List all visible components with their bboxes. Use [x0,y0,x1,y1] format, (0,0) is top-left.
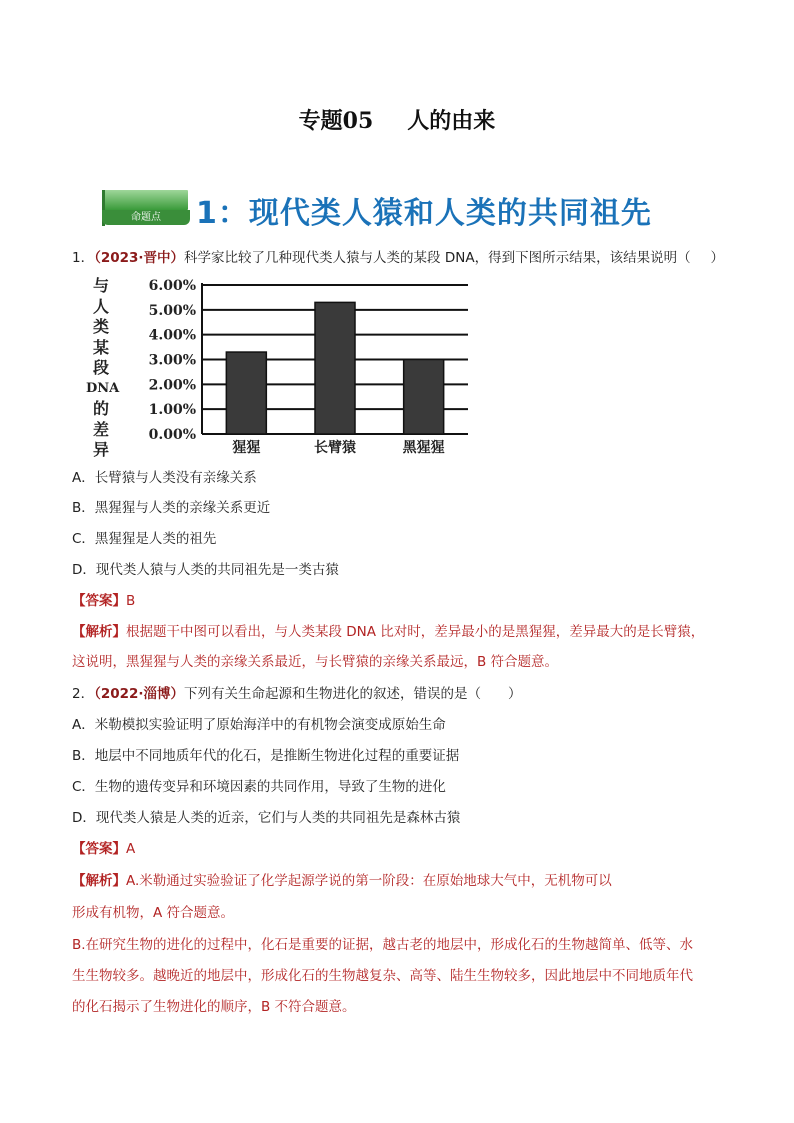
chart-ytick-label: 5.00% [148,302,196,319]
q1-option-c: C．黑猩猩是人类的祖先 [72,531,217,547]
chart-bar [226,352,266,434]
q2-option-c: C．生物的遗传变异和环境因素的共同作用，导致了生物的进化 [72,779,446,795]
chart-ytick-label: 2.00% [148,377,196,394]
explanation-text: A.米勒通过实验验证了化学起源学说的第一阶段：在原始地球大气中，无机物可以 [126,873,612,889]
chart-xtick-label: 猩猩 [232,440,261,456]
question-source: （2023·晋中） [94,250,185,266]
title-name: 人的由来 [407,108,496,134]
explanation-text: 这说明，黑猩猩与人类的亲缘关系最近，与长臂猿的亲缘关系最远，B 符合题意。 [72,654,559,670]
q1-option-a: A．长臂猿与人类没有亲缘关系 [72,470,257,486]
question-source: （2022·淄博） [94,686,185,702]
chart-ytick-label: 6.00% [148,278,196,294]
chart-ytick-label: 0.00% [148,427,196,443]
q1-answer [72,591,135,611]
badge-label: 命题点 [102,210,190,225]
chart-ylabel-char: 某 [92,337,109,357]
chart-ylabel-char: 类 [92,317,109,336]
explanation-tag: 【解析】 [72,873,126,889]
chart-ylabel-char: 与 [92,276,109,295]
chart-bar [315,302,355,434]
explanation-text: 形成有机物，A 符合题意。 [72,905,235,921]
answer-value: B [126,593,136,609]
question-text: 科学家比较了几种现代类人猿与人类的某段 DNA，得到下图所示结果，该结果说明（ [184,250,691,266]
title-topic: 专题05 [298,108,374,134]
page-title [0,104,794,135]
explanation-text: 的化石揭示了生物进化的顺序，B 不符合题意。 [72,999,356,1015]
dna-difference-chart [86,270,476,470]
chart-ytick-label: 1.00% [148,402,196,419]
chart-ylabel-char: 的 [92,399,109,418]
chart-ylabel-char: DNA [86,380,120,396]
chart-ytick-label: 3.00% [148,352,196,369]
explanation-text: 根据题干中图可以看出，与人类某段 DNA 比对时，差异最小的是黑猩猩，差异最大的是长臂猿， [126,624,705,640]
question-1-stem [72,248,724,268]
answer-value: A [126,841,136,857]
chart-svg [86,270,476,470]
question-text: 下列有关生命起源和生物进化的叙述，错误的是（ ） [184,686,522,702]
question-2-stem [72,684,522,704]
chart-ylabel [86,276,120,461]
q2-option-b: B．地层中不同地质年代的化石，是推断生物进化过程的重要证据 [72,748,460,764]
question-number: 2． [72,686,95,702]
explanation-text: 生生物较多。越晚近的地层中，形成化石的生物越复杂、高等、陆生生物较多，因此地层中不同地质年代 [72,968,693,984]
question-number: 1． [72,250,95,266]
q2-explanation-line-4 [72,966,693,986]
q2-option-a: A．米勒模拟实验证明了原始海洋中的有机物会演变成原始生命 [72,717,446,733]
chart-ytick-label: 4.00% [148,327,196,344]
q2-explanation-line-1 [72,871,612,891]
q1-option-b: B．黑猩猩与人类的亲缘关系更近 [72,500,271,516]
explanation-tag: 【解析】 [72,624,126,640]
q2-explanation-line-3 [72,935,693,955]
q2-option-d: D．现代类人猿是人类的近亲，它们与人类的共同祖先是森林古猿 [72,810,461,826]
chart-ylabel-char: 人 [92,296,109,316]
explanation-text: B.在研究生物的进化的过程中，化石是重要的证据，越古老的地层中，形成化石的生物越简单、低等、水 [72,937,694,953]
chart-xtick-label: 长臂猿 [314,440,356,456]
chart-ylabel-char: 段 [92,358,109,377]
q2-answer [72,839,135,859]
q2-explanation-line-5 [72,997,356,1017]
answer-tag: 【答案】 [72,593,126,609]
chart-bar [404,360,444,435]
answer-tag: 【答案】 [72,841,126,857]
q2-explanation-line-2 [72,903,234,923]
q1-explanation-line-2 [72,652,558,672]
chart-ylabel-char: 异 [92,440,109,459]
chart-ylabel-char: 差 [92,419,109,439]
q1-explanation-line-1 [72,622,704,642]
flag-badge-icon [98,190,190,226]
question-paren-close: ） [710,250,724,266]
q1-option-d: D．现代类人猿与人类的共同祖先是一类古猿 [72,562,339,578]
section-header [98,188,738,234]
section-title: 1：现代类人猿和人类的共同祖先 [196,196,652,231]
chart-xtick-label: 黑猩猩 [402,440,445,456]
